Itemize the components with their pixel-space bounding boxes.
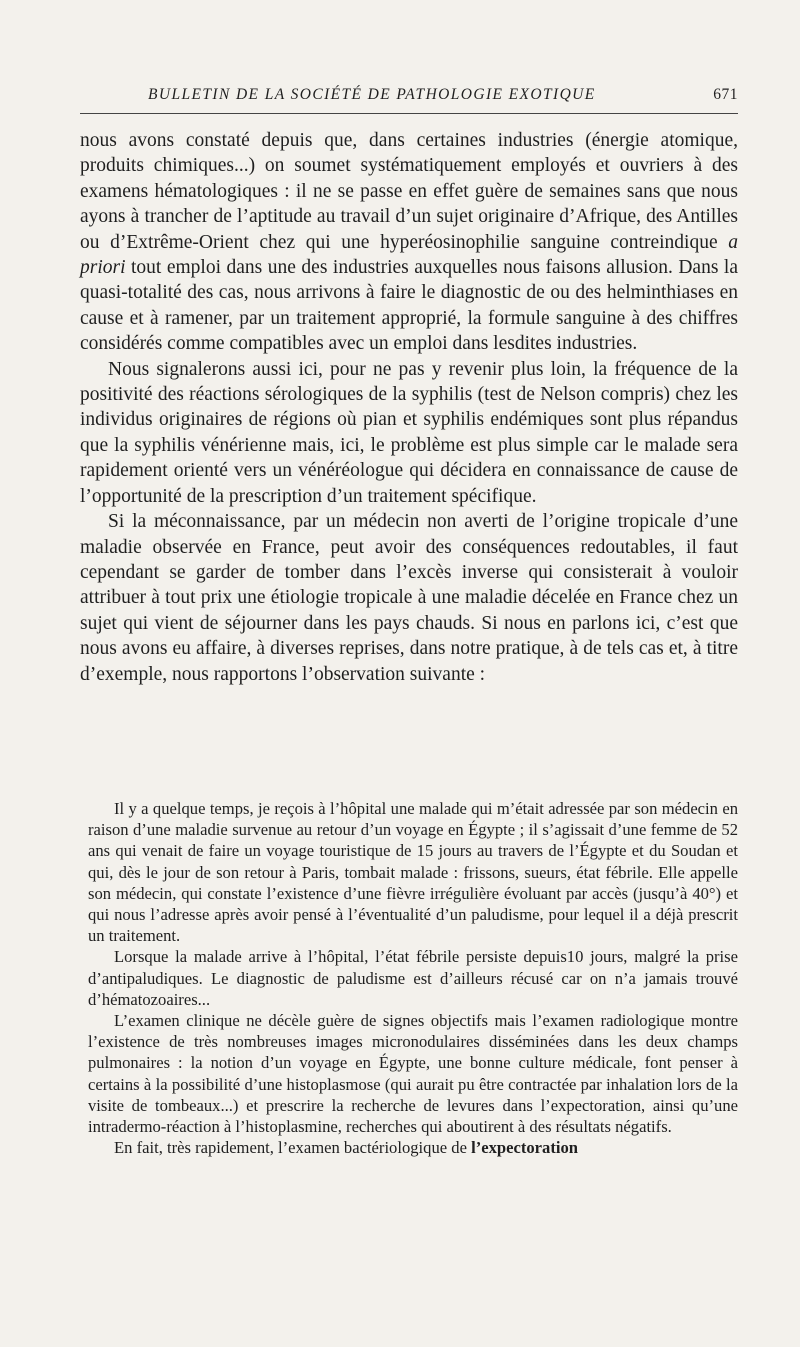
paragraph-tropical-etiology: Si la méconnaissance, par un médecin non averti de l’origine tropicale d’une maladie observée en France, peut avoir des conséquences redoutables, il faut cependant se garder de tomber dans l’excès inverse qui consisterait à vouloir attribuer à tout prix une étiologie tropicale à une maladie décelée en France chez un sujet qui vient de séjourner dans les pays chauds. Si nous en parlons ici, c’est que nous avons eu affaire, à diverses reprises, dans notre pratique, à de tels cas et, à titre d’exemple, nous rapportons l’observation suivante : [80,511,738,685]
main-text [80,128,738,687]
paragraph-syphilis: Nous signalerons aussi ici, pour ne pas y revenir plus loin, la fréquence de la positivité des réactions sérologiques de la syphilis (test de Nelson compris) chez les individus originaires de régions où pian et syphilis endémiques sont plus répandus que la syphilis vénérienne mais, ici, le problème est plus simple car le malade sera rapidement orienté vers un vénéréologue qui décidera en connaissance de cause de l’opportunité de la prescription d’un traitement spécifique. [80,358,738,507]
observation-paragraph-2: Lorsque la malade arrive à l’hôpital, l’état fébrile persiste depuis10 jours, malgré la prise d’antipaludiques. Le diagnostic de paludisme est d’ailleurs récusé car on n’a jamais trouvé d’hématozoaires... [88,947,738,1009]
header-rule [80,113,738,114]
observation-paragraph-1: Il y a quelque temps, je reçois à l’hôpital une malade qui m’était adressée par son médecin en raison d’une maladie survenue au retour d’un voyage en Égypte ; il s’agissait d’une femme de 52 ans qui venait de faire un voyage touristique de 15 jours au travers de l’Égypte et du Soudan et qui, dès le jour de son retour à Paris, tombait malade : frissons, sueurs, état fébrile. Elle appelle son médecin, qui constate l’existence d’une fièvre irrégulière évoluant par accès (jusqu’à 40°) et qui nous l’adresse après avoir pensé à l’éventualité d’un paludisme, pour lequel il a déjà prescrit un traitement. [88,799,738,946]
paragraph-industries-part1: nous avons constaté depuis que, dans certaines industries (énergie atomique, produits chimiques...) on soumet systématiquement employés et ouvriers à des examens hématologiques : il ne se passe en effet guère de semaines sans que nous ayons à trancher de l’aptitude au travail d’un sujet originaire d’Afrique, des Antilles ou d’Extrême-Orient chez qui une hyperéosinophilie sanguine contreindique [80,130,738,253]
observation-paragraph-4-bold: l’expectoration [471,1138,578,1158]
observation-paragraph-3: L’examen clinique ne décèle guère de signes objectifs mais l’examen radiologique montre l’existence de très nombreuses images micronodulaires disséminées dans les deux champs pulmonaires : la notion d’un voyage en Égypte, une bonne culture médicale, font penser à certains à la possibilité d’une histoplasmose (qui aurait pu être contractée par inhalation lors de la visite de tombeaux...) et prescrire la recherche de levures dans l’expectoration, ainsi qu’une intradermo-réaction à l’histoplasmine, recherches qui aboutirent à des résultats négatifs. [88,1011,738,1137]
paragraph-industries [80,128,738,357]
observation-paragraph-4-text: En fait, très rapidement, l’examen bactériologique de [114,1138,472,1158]
clinical-observation [88,798,738,1158]
paragraph-industries-part2: tout emploi dans une des industries auxquelles nous faisons allusion. Dans la quasi-totalité des cas, nous arrivons à faire le diagnostic de ou des helminthiases en cause et à ramener, par un traitement approprié, la formule sanguine à des chiffres considérés comme compatibles avec un emploi dans lesdites industries. [80,257,738,355]
italic-a-priori: a priori [80,231,738,279]
running-head [80,84,740,108]
observation-paragraph-4 [88,1137,738,1158]
page-number: 671 [713,86,738,103]
journal-title: BULLETIN DE LA SOCIÉTÉ DE PATHOLOGIE EXOTIQUE [148,86,596,103]
